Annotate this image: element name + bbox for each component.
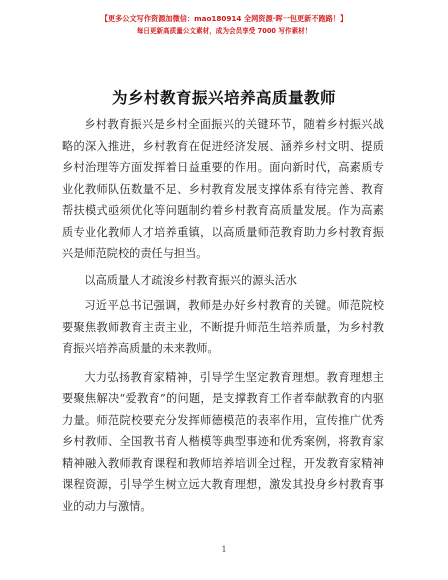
document-body [62, 114, 384, 517]
document-title: 为乡村教育振兴培养高质量教师 [111, 89, 336, 107]
section-heading: 以高质量人才疏浚乡村教育振兴的源头活水 [84, 273, 297, 287]
promo-banner [0, 12, 448, 38]
paragraph-educator-spirit: 大力弘扬教育家精神，引导学生坚定教育理想。教育理想主要聚焦解决“爱教育”的问题，是支撑教育工作者奉献教育的内驱力量。师范院校要充分发挥师德模范的表率作用，宣传推广优秀乡村教师、全国教书育人楷模等典型事迹和优秀案例，将教育家精神融入教师教育课程和教师培养培训全过程，开发教育家精神课程资源，引导学生树立远大教育理想，激发其投身乡村教育事业的动力与激情。 [62, 370, 384, 513]
paragraph-intro: 乡村教育振兴是乡村全面振兴的关键环节，随着乡村振兴战略的深入推进，乡村教育在促进经济发展、涵养乡村文明、提质乡村治理等方面发挥着日益重要的作用。面向新时代，高素质专业化教师队伍数量不足、乡村教育发展支撑体系有待完善、教育帮扶模式亟须优化等问题制约着乡村教育高质量发展。作为高素质专业化教师人才培养重镇，以高质量师范教育助力乡村教育振兴是师范院校的责任与担当。 [62, 118, 384, 260]
promo-banner-line-2: 每日更新高质量公文素材，成为会员享受 7000 写作素材！ [136, 27, 312, 35]
promo-banner-line-1: 【更多公文写作资源加微信：mao180914 全网资源·晖一包更新不跑路！】 [100, 14, 348, 23]
page-number: 1 [221, 545, 227, 554]
paragraph-key-teachers: 习近平总书记强调，教师是办好乡村教育的关键。师范院校要聚焦教师教育主责主业，不断提升师范生培养质量，为乡村教育振兴培养高质量的未来教师。 [62, 299, 384, 355]
